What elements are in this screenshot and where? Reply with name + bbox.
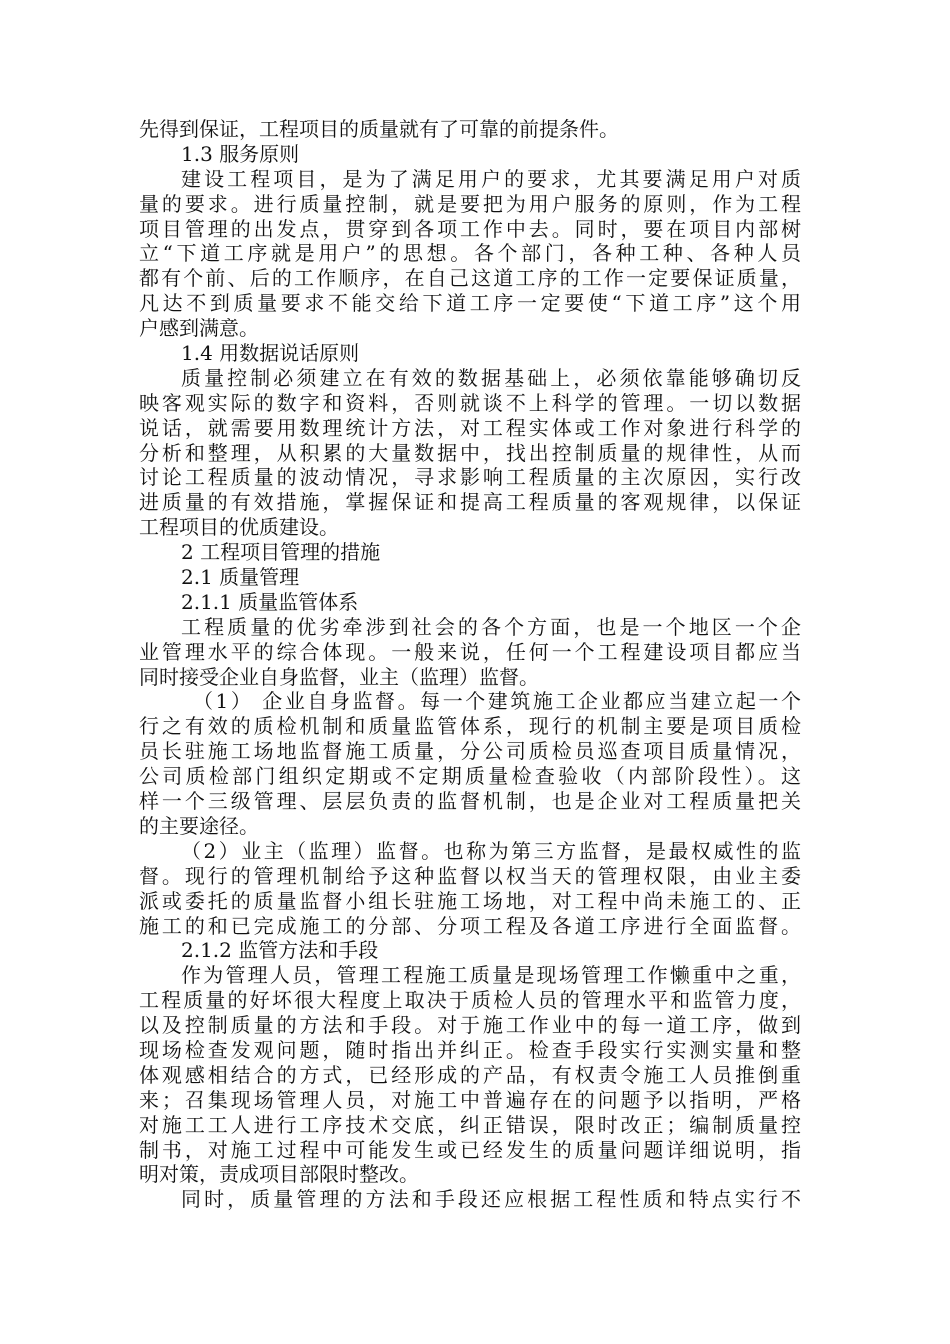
text-line: 行之有效的质检机制和质量监管体系，现行的机制主要是项目质检 [139,714,801,739]
document-page [139,117,801,1212]
text-line: 分析和整理，从积累的大量数据中，找出控制质量的规律性，从而 [139,440,801,465]
text-line: 对施工工人进行工序技术交底，纠正错误，限时改正；编制质量控 [139,1112,801,1137]
text-line: 工程质量的好坏很大程度上取决于质检人员的管理水平和监管力度， [139,988,801,1013]
text-line: 质量控制必须建立在有效的数据基础上，必须依靠能够确切反 [181,365,801,390]
text-line: 以及控制质量的方法和手段。对于施工作业中的每一道工序，做到 [139,1013,801,1038]
section-heading: 2.1.1 质量监管体系 [181,589,359,614]
text-line: 工程项目的优质建设。 [139,515,339,540]
text-line: 样一个三级管理、层层负责的监督机制，也是企业对工程质量把关 [139,789,801,814]
text-line: 工程质量的优劣牵涉到社会的各个方面，也是一个地区一个企 [181,614,801,639]
text-line: 现场检查发观问题，随时指出并纠正。检查手段实行实测实量和整 [139,1037,801,1062]
text-line: 项目管理的出发点，贯穿到各项工作中去。同时，要在项目内部树 [139,216,801,241]
text-line: 制书，对施工过程中可能发生或已经发生的质量问题详细说明，指 [139,1137,801,1162]
text-line: 督。现行的管理机制给予这种监督以权当天的管理权限，由业主委 [139,863,801,888]
text-line: 员长驻施工场地监督施工质量，分公司质检员巡查项目质量情况， [139,739,801,764]
text-line: 公司质检部门组织定期或不定期质量检查验收（内部阶段性）。这 [139,764,801,789]
text-line: 都有个前、后的工作顺序，在自己这道工序的工作一定要保证质量， [139,266,801,291]
text-line: 说话，就需要用数理统计方法，对工程实体或工作对象进行科学的 [139,415,801,440]
text-line: 业管理水平的综合体现。一般来说，任何一个工程建设项目都应当 [139,639,801,664]
text-line: 先得到保证，工程项目的质量就有了可靠的前提条件。 [139,117,619,141]
text-line: 户感到满意。 [139,316,259,341]
text-line: （1） 企业自身监督。每一个建筑施工企业都应当建立起一个 [193,689,801,714]
text-line: 明对策，责成项目部限时整改。 [139,1162,419,1187]
section-heading: 2.1 质量管理 [181,565,300,590]
text-line: 同时，质量管理的方法和手段还应根据工程性质和特点实行不 [181,1187,801,1212]
text-line: 讨论工程质量的波动情况，寻求影响工程质量的主次原因，实行改 [139,465,801,490]
text-line: 建设工程项目，是为了满足用户的要求，尤其要满足用户对质 [181,166,801,191]
section-heading: 1.3 服务原则 [181,141,300,166]
text-line: 的主要途径。 [139,813,259,838]
text-line: 作为管理人员，管理工程施工质量是现场管理工作懒重中之重， [181,963,801,988]
text-line: 进质量的有效措施，掌握保证和提高工程质量的客观规律，以保证 [139,490,801,515]
section-heading: 1.4 用数据说话原则 [181,341,360,366]
text-line: 施工的和已完成施工的分部、分项工程及各道工序进行全面监督。 [139,913,801,938]
text-line: 来；召集现场管理人员，对施工中普遍存在的问题予以指明，严格 [139,1087,801,1112]
text-line: 体观感相结合的方式，已经形成的产品，有权责令施工人员推倒重 [139,1062,801,1087]
text-line: 映客观实际的数字和资料，否则就谈不上科学的管理。一切以数据 [139,390,801,415]
text-line: 凡达不到质量要求不能交给下道工序一定要使“下道工序”这个用 [139,291,801,316]
section-heading: 2.1.2 监管方法和手段 [181,938,379,963]
text-line: 立“下道工序就是用户”的思想。各个部门，各种工种、各种人员 [139,241,801,266]
text-line: 派或委托的质量监督小组长驻施工场地，对工程中尚未施工的、正 [139,888,801,913]
text-line: （2）业主（监理）监督。也称为第三方监督，是最权威性的监 [181,838,801,863]
section-heading: 2 工程项目管理的措施 [181,540,381,565]
text-line: 量的要求。进行质量控制，就是要把为用户服务的原则，作为工程 [139,191,801,216]
text-line: 同时接受企业自身监督，业主（监理）监督。 [139,664,539,689]
